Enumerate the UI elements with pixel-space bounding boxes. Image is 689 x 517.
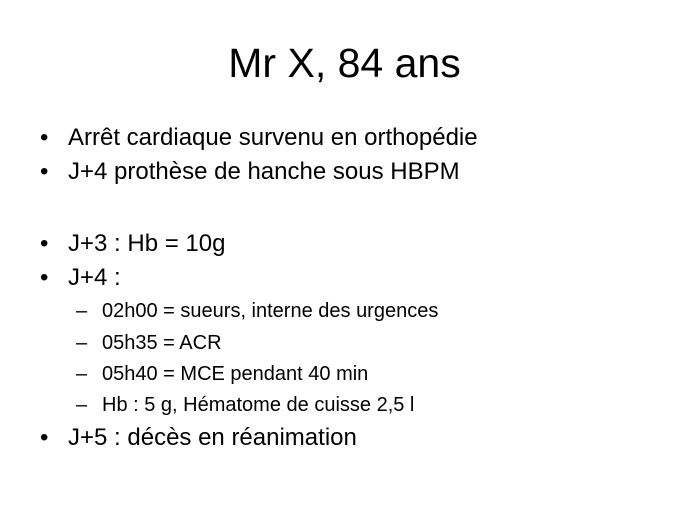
slide-title: Mr X, 84 ans	[228, 40, 461, 86]
dash-marker: –	[76, 394, 88, 416]
bullet-text: J+5 : décès en réanimation	[68, 424, 357, 451]
sub-bullet-text: 02h00 = sueurs, interne des urgences	[102, 300, 439, 322]
dash-marker: –	[76, 363, 88, 385]
bullet-text: J+4 :	[68, 264, 121, 291]
bullet-marker: •	[40, 230, 49, 257]
bullet-text: Arrêt cardiaque survenu en orthopédie	[68, 124, 478, 151]
bullet-text: J+4 prothèse de hanche sous HBPM	[68, 158, 460, 185]
bullet-marker: •	[40, 124, 49, 151]
sub-bullet-text: 05h35 = ACR	[102, 332, 222, 354]
bullet-marker: •	[40, 424, 49, 451]
bullet-marker: •	[40, 158, 49, 185]
bullet-marker: •	[40, 264, 49, 291]
sub-bullet-text: 05h40 = MCE pendant 40 min	[102, 363, 369, 385]
sub-bullet-text: Hb : 5 g, Hématome de cuisse 2,5 l	[102, 394, 415, 416]
dash-marker: –	[76, 332, 88, 354]
bullet-text: J+3 : Hb = 10g	[68, 230, 226, 257]
dash-marker: –	[76, 300, 88, 322]
